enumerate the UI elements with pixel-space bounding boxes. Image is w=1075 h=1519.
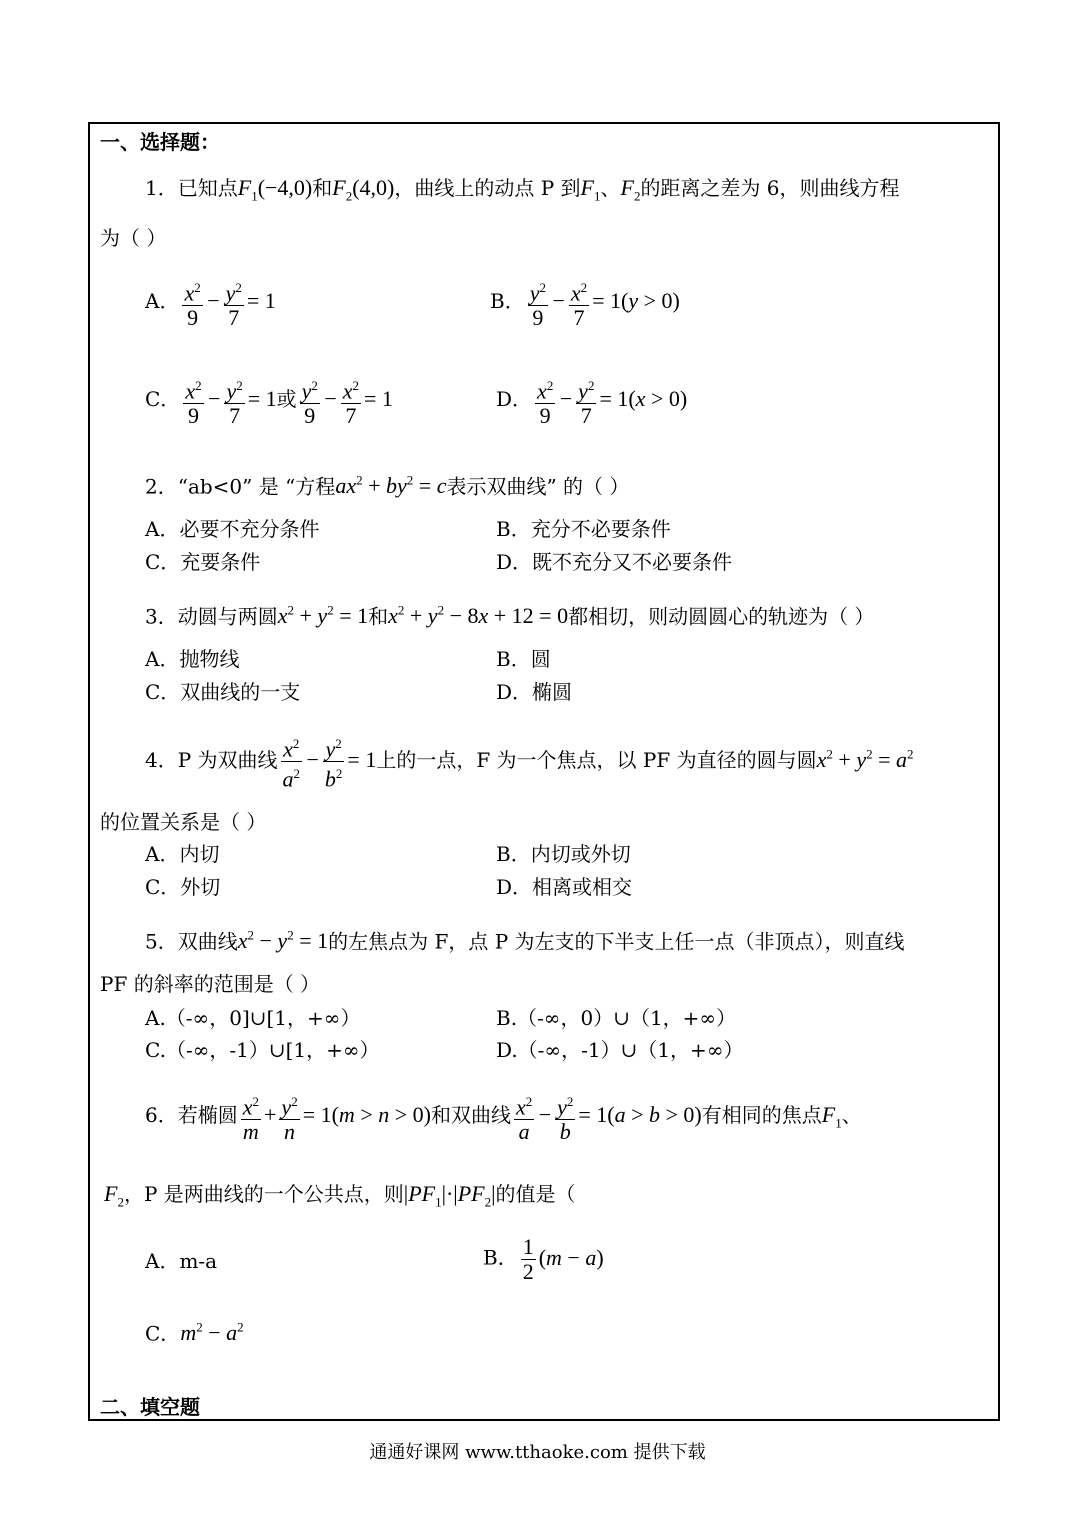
q2-option-d[interactable]: D．既不充分又不必要条件 [496, 550, 733, 574]
section-title-mcq: 一、选择题： [100, 130, 220, 154]
question-4-line-1: 4．P 为双曲线 $\frac{x^2}{a^2}$ − $\frac{y^2}{b^2}$ = 1上的一点，F 为一个焦点，以 PF 为直径的圆与圆$x^2 + y^2 = a^2$ [145, 736, 914, 792]
q2-option-b[interactable]: B．充分不必要条件 [496, 517, 671, 541]
q3-option-d[interactable]: D．椭圆 [496, 680, 573, 704]
q4-option-b[interactable]: B．内切或外切 [496, 842, 631, 866]
q1-option-d[interactable]: D． $\frac{x^2}{9}$ − $\frac{y^2}{7}$ = 1(x > 0) [496, 378, 688, 429]
q6-option-b[interactable]: B． $\frac{1}{2}$ (m − a) [483, 1234, 604, 1284]
question-1-line-1: 1．已知点$F_1(-4,0)$和$F_2(4,0)$，曲线上的动点 P 到$F_1$、$F_2$的距离之差为 6，则曲线方程 [145, 175, 900, 204]
q3-option-b[interactable]: B．圆 [496, 647, 551, 671]
q2-option-c[interactable]: C．充要条件 [145, 550, 261, 574]
page-footer: 通通好课网 www.tthaoke.com 提供下载 [369, 1442, 706, 1463]
section-title-fill: 二、填空题 [100, 1395, 200, 1419]
q3-option-c[interactable]: C．双曲线的一支 [145, 680, 301, 704]
q1-option-c[interactable]: C． $\frac{x^2}{9}$ − $\frac{y^2}{7}$ = 1或 $\frac{y^2}{9}$ − $\frac{x^2}{7}$ = 1 [145, 378, 393, 429]
q4-option-c[interactable]: C．外切 [145, 875, 221, 899]
q5-option-b[interactable]: B.（-∞，0）∪（1，+∞） [496, 1006, 737, 1030]
q3-option-a[interactable]: A．抛物线 [145, 647, 240, 671]
question-2: 2．“ab<0” 是 “方程$ax^2 + by^2 = c$表示双曲线” 的（ ） [145, 473, 630, 499]
q5-option-a[interactable]: A.（-∞，0]∪[1，+∞） [145, 1006, 361, 1030]
q4-option-a[interactable]: A．内切 [145, 842, 220, 866]
q5-option-c[interactable]: C.（-∞，-1）∪[1，+∞） [145, 1038, 380, 1062]
question-6-line-2: $F_2$，P 是两曲线的一个公共点，则$|PF_1|\cdot|PF_2|$的值是（ [104, 1181, 576, 1210]
question-5-line-1: 5．双曲线$x^2 - y^2 = 1$的左焦点为 F，点 P 为左支的下半支上任一点（非顶点），则直线 [145, 928, 905, 954]
q6-option-a[interactable]: A．m-a [145, 1249, 218, 1273]
q2-option-a[interactable]: A．必要不充分条件 [145, 517, 320, 541]
q6-option-c[interactable]: C．$m^2 - a^2$ [145, 1320, 244, 1346]
question-3: 3．动圆与两圆$x^2 + y^2 = 1$和$x^2 + y^2 - 8x + 12 = 0$都相切，则动圆圆心的轨迹为（ ） [145, 603, 875, 629]
question-4-line-2: 的位置关系是（ ） [100, 810, 267, 834]
question-5-line-2: PF 的斜率的范围是（ ） [100, 972, 321, 996]
q5-option-d[interactable]: D.（-∞，-1）∪（1，+∞） [496, 1038, 744, 1062]
q1-option-a[interactable]: A． $\frac{x^2}{9}$ − $\frac{y^2}{7}$ = 1 [145, 280, 276, 331]
question-6-line-1: 6．若椭圆 $\frac{x^2}{m}$ + $\frac{y^2}{n}$ = 1(m > n > 0)和双曲线 $\frac{x^2}{a}$ − $\frac{y^2}{b}$ = 1(a > b > 0)有相同的焦点$F_1$、 [145, 1094, 862, 1145]
q4-option-d[interactable]: D．相离或相交 [496, 875, 633, 899]
q1-option-b[interactable]: B． $\frac{y^2}{9}$ − $\frac{x^2}{7}$ = 1(y > 0) [490, 280, 680, 331]
question-1-line-2: 为（ ） [100, 226, 167, 250]
